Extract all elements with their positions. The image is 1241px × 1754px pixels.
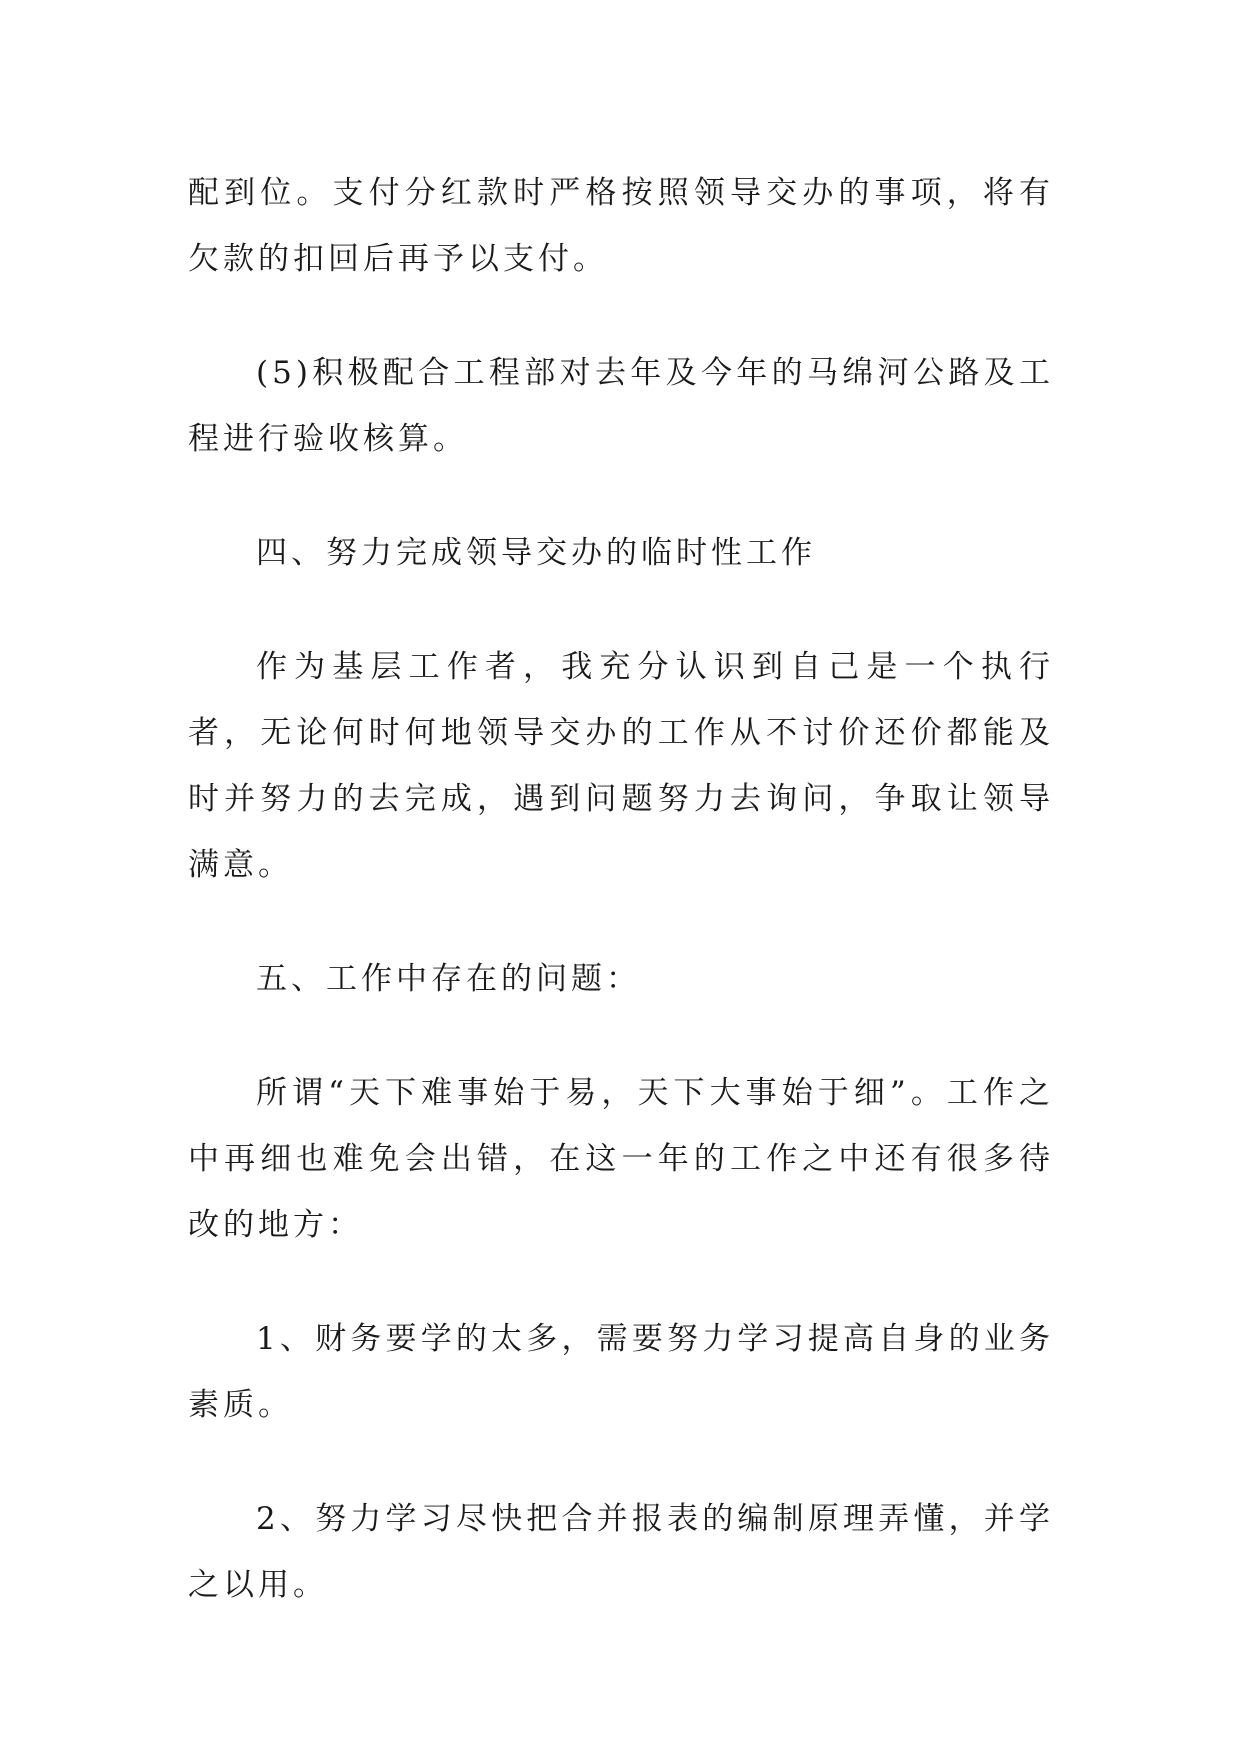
paragraph-gap bbox=[188, 472, 1054, 520]
paragraph-2: (5)积极配合工程部对去年及今年的马绵河公路及工程进行验收核算。 bbox=[188, 355, 1054, 457]
paragraph-gap bbox=[188, 292, 1054, 340]
list-item-2: 2、努力学习尽快把合并报表的编制原理弄懂，并学之以用。 bbox=[188, 1501, 1054, 1603]
paragraph-gap bbox=[188, 898, 1054, 946]
paragraph-gap bbox=[188, 1258, 1054, 1306]
paragraph-1: 配到位。支付分红款时严格按照领导交办的事项，将有欠款的扣回后再予以支付。 bbox=[188, 175, 1054, 277]
paragraph-3: 作为基层工作者，我充分认识到自己是一个执行者，无论何时何地领导交办的工作从不讨价还价都能及时并努力的去完成，遇到问题努力去询问，争取让领导满意。 bbox=[188, 649, 1054, 883]
paragraph-4: 所谓“天下难事始于易，天下大事始于细”。工作之中再细也难免会出错，在这一年的工作之中还有很多待改的地方： bbox=[188, 1075, 1054, 1243]
paragraph-gap bbox=[188, 1438, 1054, 1486]
paragraph-gap bbox=[188, 1012, 1054, 1060]
section-heading-4: 四、努力完成领导交办的临时性工作 bbox=[256, 535, 816, 571]
paragraph-gap bbox=[188, 586, 1054, 634]
list-item-1: 1、财务要学的太多，需要努力学习提高自身的业务素质。 bbox=[188, 1321, 1054, 1423]
section-heading-5: 五、工作中存在的问题： bbox=[256, 961, 641, 997]
document-body bbox=[188, 160, 1054, 1618]
